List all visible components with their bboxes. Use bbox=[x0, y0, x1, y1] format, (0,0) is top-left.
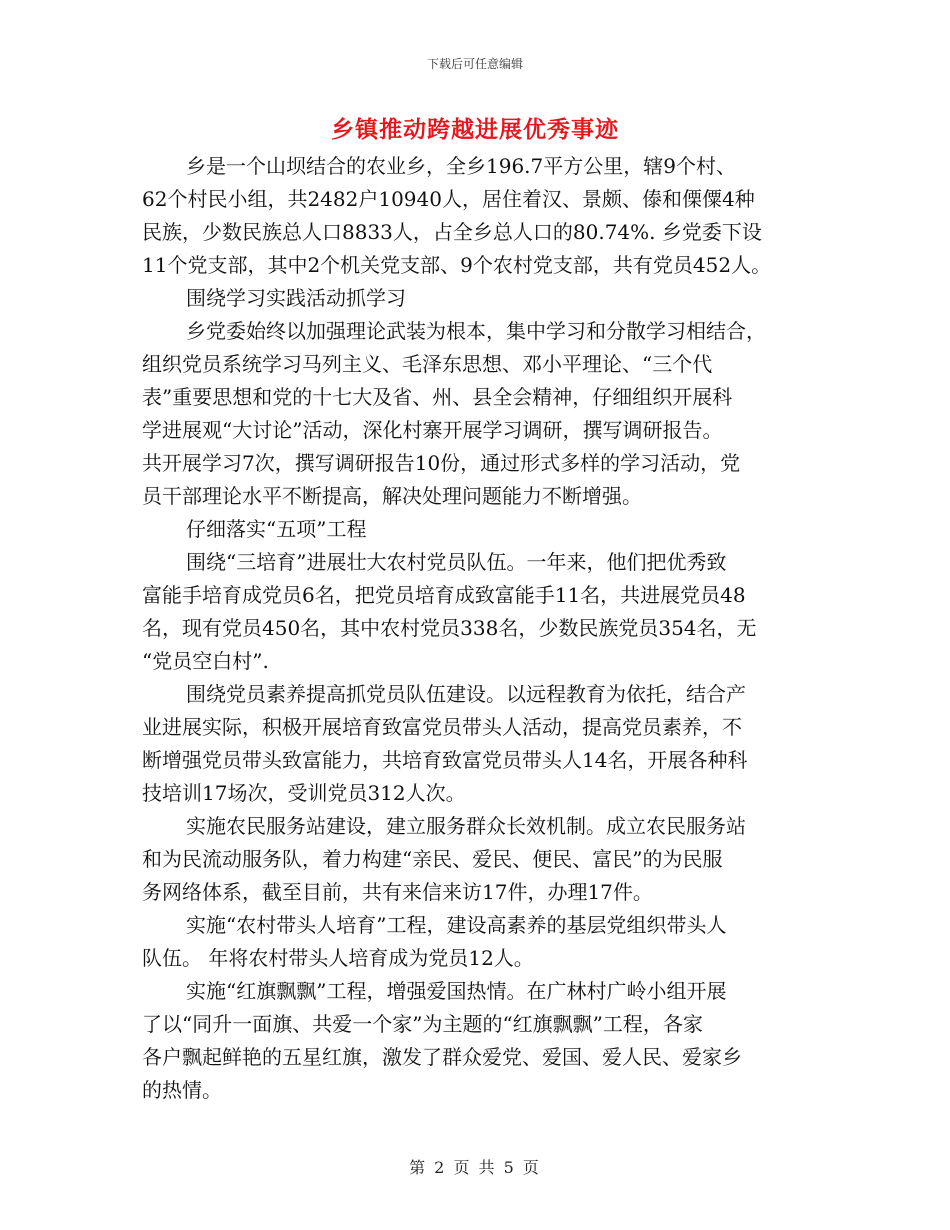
body-line: 表”重要思想和党的十七大及省、州、县全会精神，仔细组织开展科 bbox=[142, 385, 733, 409]
body-line: 围绕学习实践活动抓学习 bbox=[186, 286, 406, 310]
header-note: 下载后可任意编辑 bbox=[426, 57, 523, 71]
body-line: 断增强党员带头致富能力，共培育致富党员带头人14名，开展各种科 bbox=[142, 748, 748, 772]
body-line: 队伍。 年将农村带头人培育成为党员12人。 bbox=[142, 946, 534, 970]
body-line: 务网络体系，截至目前，共有来信来访17件，办理17件。 bbox=[142, 880, 653, 904]
body-line: 围绕党员素养提高抓党员队伍建设。以远程教育为依托，结合产 bbox=[186, 682, 746, 706]
body-line: 业进展实际，积极开展培育致富党员带头人活动，提高党员素养，不 bbox=[142, 715, 742, 739]
body-line: 的热情。 bbox=[142, 1078, 222, 1102]
body-line: 实施“农村带头人培育”工程，建设高素养的基层党组织带头人 bbox=[186, 913, 727, 937]
body-line: 乡是一个山坝结合的农业乡，全乡196.7平方公里，辖9个村、 bbox=[186, 154, 736, 178]
body-line: 实施“红旗飘飘”工程，增强爱国热情。在广林村广岭小组开展 bbox=[186, 979, 727, 1003]
body-line: 了以“同升一面旗、共爱一个家”为主题的“红旗飘飘”工程，各家 bbox=[142, 1012, 703, 1036]
document-title: 乡镇推动跨越进展优秀事迹 bbox=[331, 116, 619, 143]
body-line: 11个党支部，其中2个机关党支部、9个农村党支部，共有党员452人。 bbox=[142, 253, 772, 277]
page-number-footer: 第 2 页 共 5 页 bbox=[409, 1158, 541, 1177]
body-line: 和为民流动服务队，着力构建“亲民、爱民、便民、富民”的为民服 bbox=[142, 847, 723, 871]
body-line: 围绕“三培育”进展壮大农村党员队伍。一年来，他们把优秀致 bbox=[186, 550, 727, 574]
body-line: 名，现有党员450名，其中农村党员338名，少数民族党员354名，无 bbox=[142, 616, 757, 640]
document-body bbox=[142, 150, 822, 1107]
body-line: 各户飘起鲜艳的五星红旗，激发了群众爱党、爱国、爱人民、爱家乡 bbox=[142, 1045, 742, 1069]
body-line: 员干部理论水平不断提高，解决处理问题能力不断增强。 bbox=[142, 484, 642, 508]
body-line: 学进展观“大讨论”活动，深化村寨开展学习调研，撰写调研报告。 bbox=[142, 418, 723, 442]
body-line: 乡党委始终以加强理论武装为根本，集中学习和分散学习相结合， bbox=[186, 319, 766, 343]
body-line: 62个村民小组，共2482户10940人，居住着汉、景颇、傣和傈僳4种 bbox=[142, 187, 755, 211]
body-line: 共开展学习7次，撰写调研报告10份，通过形式多样的学习活动，党 bbox=[142, 451, 741, 475]
body-line: 技培训17场次，受训党员312人次。 bbox=[142, 781, 466, 805]
body-line: 富能手培育成党员6名，把党员培育成致富能手11名，共进展党员48 bbox=[142, 583, 746, 607]
body-line: 实施农民服务站建设，建立服务群众长效机制。成立农民服务站 bbox=[186, 814, 746, 838]
body-line: “党员空白村”. bbox=[142, 649, 269, 673]
body-line: 仔细落实“五项”工程 bbox=[186, 517, 367, 541]
body-line: 组织党员系统学习马列主义、毛泽东思想、邓小平理论、“三个代 bbox=[142, 352, 713, 376]
body-line: 民族，少数民族总人口8833人，占全乡总人口的80.74%. 乡党委下设 bbox=[142, 220, 762, 244]
